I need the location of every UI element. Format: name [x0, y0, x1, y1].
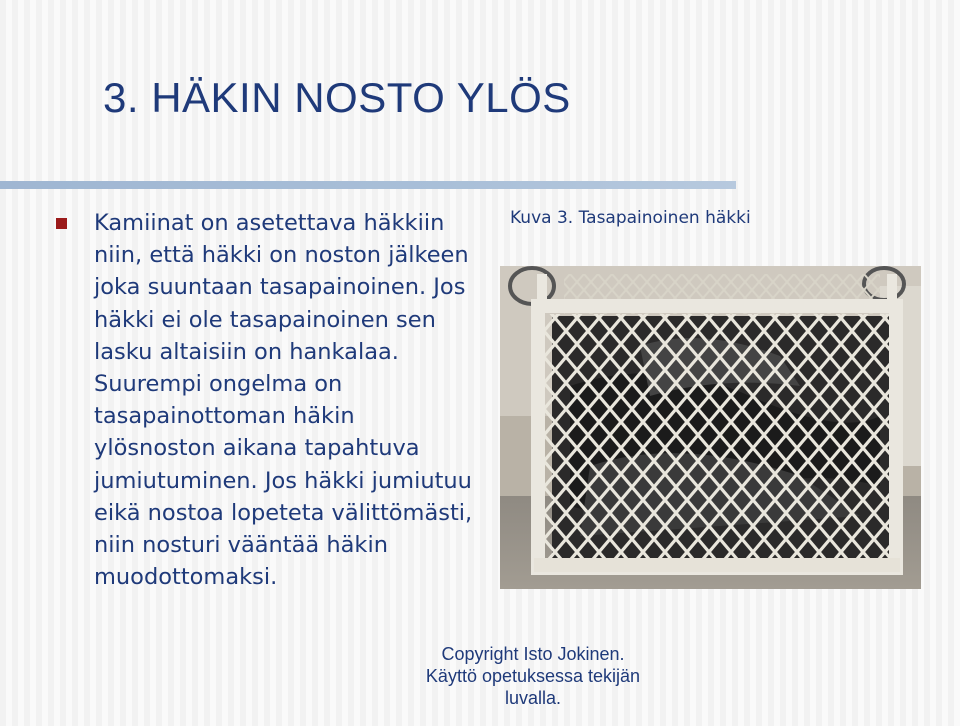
title-underline-rule: [0, 181, 736, 189]
slide-title: 3. HÄKIN NOSTO YLÖS: [103, 74, 571, 121]
copyright-line-2: Käyttö opetuksessa tekijän: [425, 666, 641, 686]
figure-caption: Kuva 3. Tasapainoinen häkki: [510, 208, 751, 228]
cage-photo: [500, 266, 921, 589]
bullet-item: [56, 207, 476, 593]
copyright-line-1: Copyright Isto Jokinen.: [441, 644, 625, 664]
square-bullet-icon: [56, 218, 67, 229]
bullet-text: Kamiinat on asetettava häkkiin niin, että häkki on noston jälkeen joka suuntaan tasapainoinen. Jos häkki ei ole tasapainoinen sen lasku altaisiin on hankalaa. Suurempi ongelma on tasapainottoman häkin ylösnoston aikana tapahtuva jumiutuminen. Jos häkki jumiutuu eikä nostoa lopeteta välittömästi, niin nosturi vääntää häkin muodottomaksi.: [94, 210, 473, 591]
copyright-notice: [398, 643, 668, 709]
copyright-line-3: luvalla.: [504, 688, 562, 708]
